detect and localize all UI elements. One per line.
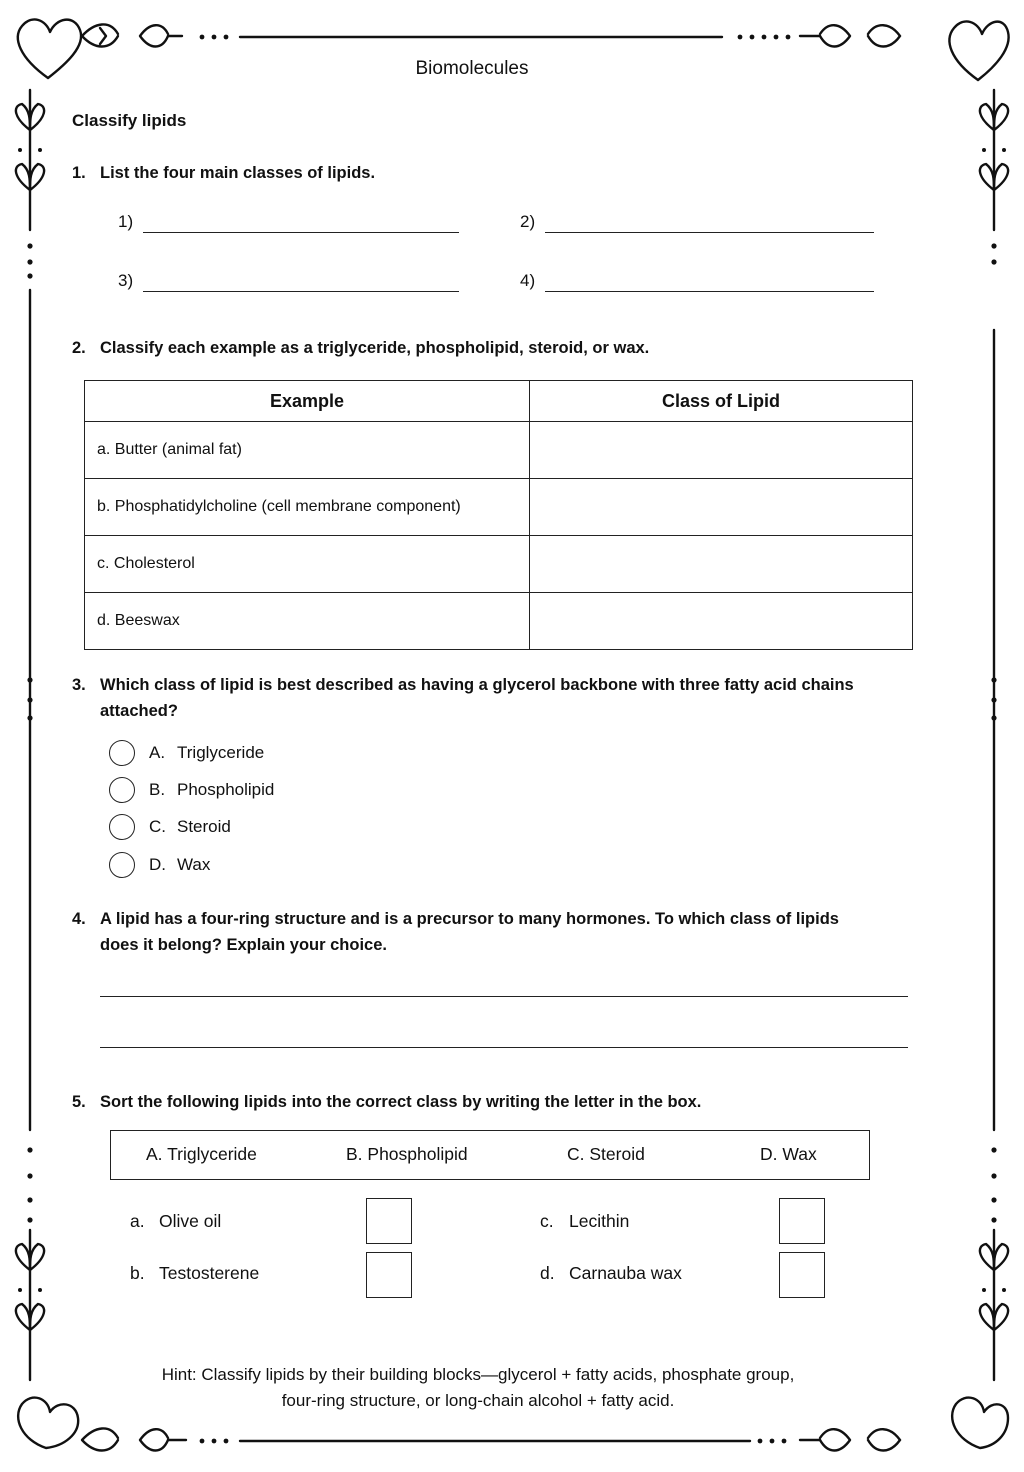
example-cell: c. Cholesterol (85, 536, 530, 593)
question-text: Which class of lipid is best described as having a glycerol backbone with three fatty acid chains attached? (100, 676, 854, 720)
section-subtitle: Classify lipids (72, 111, 187, 130)
classification-table (84, 380, 913, 650)
answer-box-a[interactable] (366, 1198, 412, 1244)
question-number: 1. (72, 164, 86, 182)
answer-line-1[interactable] (100, 980, 908, 997)
question-3 (72, 672, 882, 724)
answer-cell[interactable] (530, 593, 913, 650)
answer-blank-4[interactable] (545, 275, 874, 292)
hint-line-2: four-ring structure, or long-chain alcohol + fatty acid. (281, 1391, 675, 1410)
table-row (85, 479, 913, 536)
option-text: Phospholipid (177, 780, 275, 799)
sort-item-letter: c. (540, 1211, 554, 1231)
blank-label-3: 3) (118, 271, 134, 290)
example-cell: d. Beeswax (85, 593, 530, 650)
answer-cell[interactable] (530, 536, 913, 593)
radio-circle-icon[interactable] (109, 740, 135, 766)
answer-blank-1[interactable] (143, 216, 459, 233)
answer-box-d[interactable] (779, 1252, 825, 1298)
hint-line-1: Hint: Classify lipids by their building blocks—glycerol + fatty acids, phosphate group, (161, 1365, 795, 1384)
example-cell: a. Butter (animal fat) (85, 422, 530, 479)
heart-icon-bottom-right (952, 1398, 1008, 1448)
blank-label-1: 1) (118, 212, 134, 231)
column-header-class: Class of Lipid (530, 381, 913, 422)
table-row (85, 536, 913, 593)
class-key-a: A. Triglyceride (146, 1144, 257, 1164)
question-5 (72, 1089, 932, 1115)
sort-item-text: Testosterene (159, 1263, 260, 1283)
class-key-c: C. Steroid (567, 1144, 645, 1164)
hint-text (100, 1362, 856, 1414)
worksheet-title: Biomolecules (415, 58, 529, 79)
table-header-row (85, 381, 913, 422)
blank-label-2: 2) (520, 212, 536, 231)
answer-line-2[interactable] (100, 1031, 908, 1048)
table-row (85, 593, 913, 650)
option-letter: D. (149, 855, 166, 874)
blank-label-4: 4) (520, 271, 536, 290)
question-4 (72, 906, 852, 958)
question-number: 2. (72, 339, 86, 357)
class-key-b: B. Phospholipid (346, 1144, 468, 1164)
option-letter: B. (149, 780, 166, 799)
question-2 (72, 335, 932, 361)
option-text: Steroid (177, 817, 231, 836)
radio-circle-icon[interactable] (109, 814, 135, 840)
option-text: Triglyceride (177, 743, 265, 762)
example-cell: b. Phosphatidylcholine (cell membrane component) (85, 479, 530, 536)
sort-item-letter: a. (130, 1211, 145, 1231)
question-number: 5. (72, 1093, 86, 1111)
sort-item-text: Carnauba wax (569, 1263, 682, 1283)
question-1 (72, 160, 912, 186)
option-letter: C. (149, 817, 166, 836)
sort-item-letter: d. (540, 1263, 555, 1283)
answer-cell[interactable] (530, 479, 913, 536)
question-number: 3. (72, 676, 86, 694)
answer-cell[interactable] (530, 422, 913, 479)
heart-icon-bottom-left (18, 1398, 78, 1448)
question-text: Sort the following lipids into the correct class by writing the letter in the box. (100, 1093, 702, 1111)
sort-item-text: Lecithin (569, 1211, 630, 1231)
answer-blank-3[interactable] (143, 275, 459, 292)
question-number: 4. (72, 910, 86, 928)
answer-box-c[interactable] (779, 1198, 825, 1244)
question-text: Classify each example as a triglyceride, phospholipid, steroid, or wax. (100, 339, 650, 357)
heart-icon-top-right (949, 21, 1008, 80)
radio-circle-icon[interactable] (109, 852, 135, 878)
sort-item-letter: b. (130, 1263, 145, 1283)
answer-box-b[interactable] (366, 1252, 412, 1298)
answer-blank-2[interactable] (545, 216, 874, 233)
question-text: List the four main classes of lipids. (100, 164, 376, 182)
radio-circle-icon[interactable] (109, 777, 135, 803)
class-key-d: D. Wax (760, 1144, 817, 1164)
option-letter: A. (149, 743, 166, 762)
column-header-example: Example (85, 381, 530, 422)
option-text: Wax (177, 855, 211, 874)
sort-item-text: Olive oil (159, 1211, 222, 1231)
class-key-box (110, 1130, 870, 1180)
question-text: A lipid has a four-ring structure and is a precursor to many hormones. To which class of lipids does it belong? Explain your choice. (100, 910, 839, 954)
table-row (85, 422, 913, 479)
